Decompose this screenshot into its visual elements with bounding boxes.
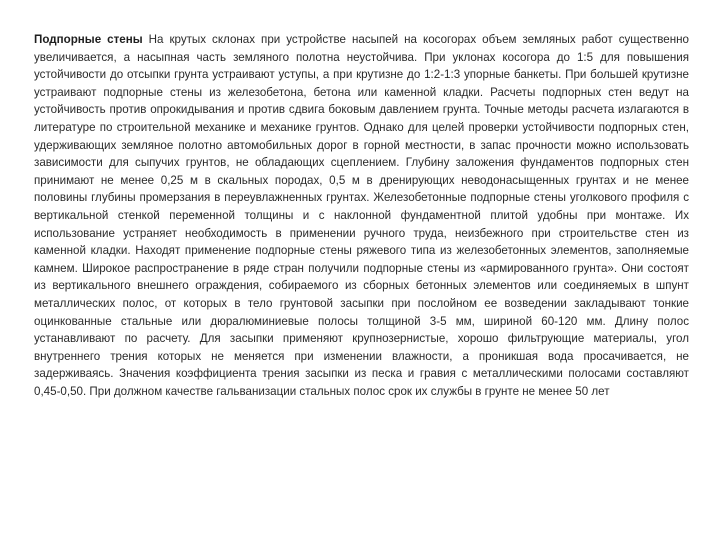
document-title: Подпорные стены: [34, 33, 143, 46]
paragraph: [34, 31, 689, 400]
document-page: [34, 31, 689, 400]
paragraph-text: На крутых склонах при устройстве насыпей на косогорах объем земляных работ существенно увеличивается, а насыпная часть земляного полотна неустойчива. При уклонах косогора до 1:5 для повышения устойчивости до отсыпки грунта устраивают уступы, а при крутизне до 1:2-1:3 упорные банкеты. При большей крутизне устраивают подпорные стены из железобетона, бетона или каменной кладки. Расчеты подпорных стен ведут на устойчивость против опрокидывания и против сдвига боковым давлением грунта. Точные методы расчета излагаются в литературе по строительной механике и механике грунтов. Однако для целей проверки устойчивости подпорных стен, удерживающих земляное полотно автомобильных дорог в горной местности, в запас прочности можно использовать зависимости для сыпучих грунтов, не обладающих сцеплением. Глубину заложения фундаментов подпорных стен принимают не менее 0,25 м в скальных породах, 0,5 м в дренирующих неводонасыщенных грунтах и не менее половины глубины промерзания в переувлажненных грунтах. Железобетонные подпорные стены уголкового профиля с вертикальной стенкой переменной толщины и с наклонной фундаментной плитой удобны при монтаже. Их использование устраняет необходимость в применении ручного труда, неизбежного при строительстве стен из каменной кладки. Находят применение подпорные стены ряжевого типа из железобетонных элементов, заполняемые камнем. Широкое распространение в ряде стран получили подпорные стены из «армированного грунта». Они состоят из вертикального внешнего ограждения, собираемого из сборных бетонных элементов или соединяемых в шпунт металлических полос, от которых в тело грунтовой засыпки при послойном ее возведении закладывают тонкие оцинкованные стальные или дюралюминиевые полосы толщиной 3-5 мм, шириной 60-120 мм. Длину полос устанавливают по расчету. Для засыпки применяют крупнозернистые, хорошо фильтрующие материалы, угол внутреннего трения которых не меняется при изменении влажности, а проникшая вода просачивается, не задерживаясь. Значения коэффициента трения засыпки из песка и гравия с металлическими полосами составляют 0,45-0,50. При должном качестве гальванизации стальных полос срок их службы в грунте не менее 50 лет: [34, 33, 689, 398]
